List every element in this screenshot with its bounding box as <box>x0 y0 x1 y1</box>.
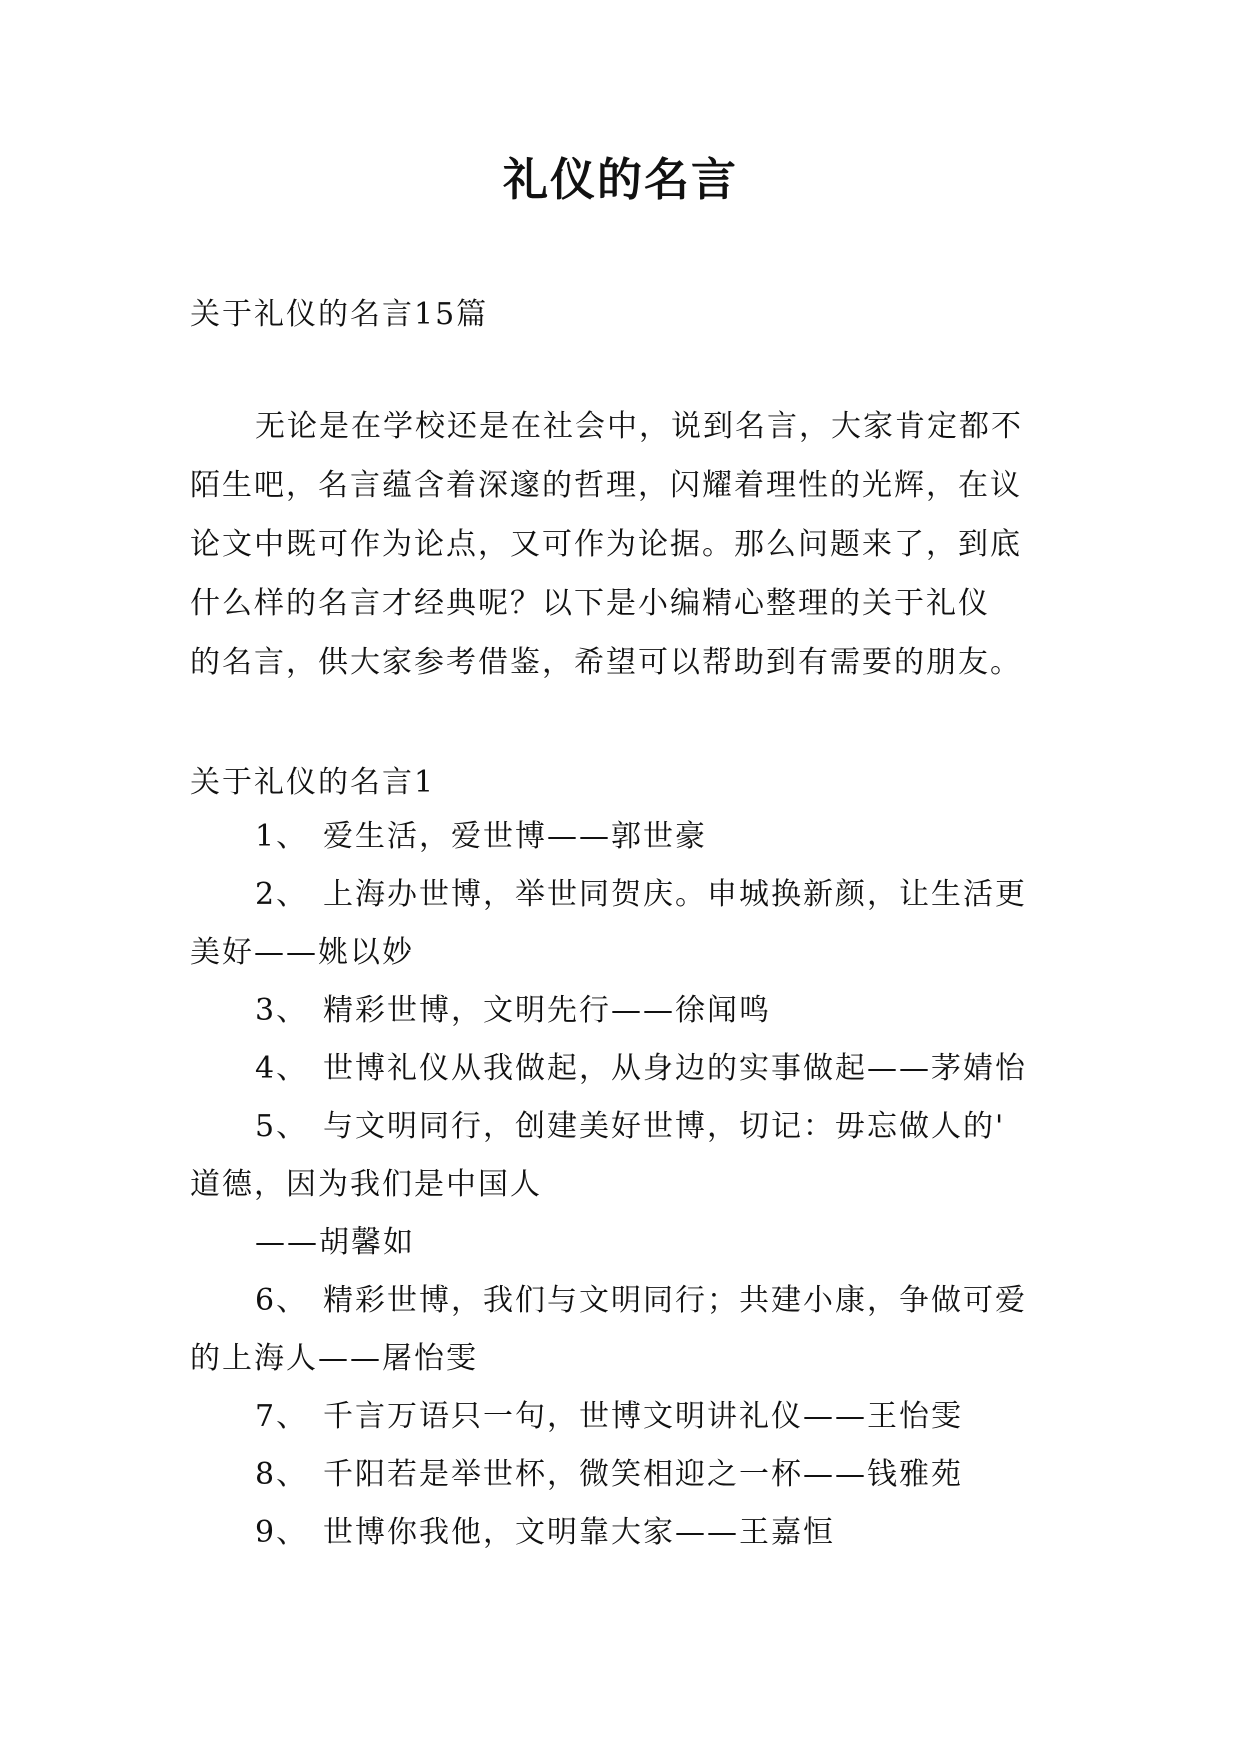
quote-item <box>190 866 1070 924</box>
quote-text: 与文明同行，创建美好世博，切记：毋忘做人的' <box>323 1109 1006 1144</box>
quote-text: 世博你我他，文明靠大家——王嘉恒 <box>323 1515 835 1550</box>
quote-number: 9、 <box>255 1515 309 1550</box>
intro-line: 无论是在学校还是在社会中，说到名言，大家肯定都不 <box>255 409 1023 444</box>
document-subtitle: 关于礼仪的名言15篇 <box>190 297 489 332</box>
quote-continuation: 美好——姚以妙 <box>190 935 414 970</box>
quote-number: 6、 <box>255 1283 309 1318</box>
quote-continuation: 的上海人——屠怡雯 <box>190 1341 478 1376</box>
quote-number: 2、 <box>255 877 309 912</box>
section-heading: 关于礼仪的名言1 <box>190 765 436 800</box>
intro-paragraph <box>190 397 1070 692</box>
intro-line: 陌生吧，名言蕴含着深邃的哲理，闪耀着理性的光辉，在议 <box>190 468 1022 503</box>
quote-item <box>190 1098 1070 1156</box>
intro-line: 论文中既可作为论点，又可作为论据。那么问题来了，到底 <box>190 527 1022 562</box>
quote-text: 精彩世博，我们与文明同行；共建小康，争做可爱 <box>323 1283 1027 1318</box>
quote-number: 8、 <box>255 1457 309 1492</box>
quote-item <box>190 808 1070 866</box>
quote-attribution: ——胡馨如 <box>255 1225 415 1260</box>
quote-text: 千阳若是举世杯，微笑相迎之一杯——钱雅苑 <box>323 1457 963 1492</box>
quote-number: 1、 <box>255 819 309 854</box>
quote-number: 3、 <box>255 993 309 1028</box>
intro-line: 什么样的名言才经典呢？以下是小编精心整理的关于礼仪 <box>190 586 990 621</box>
quote-text: 爱生活，爱世博——郭世豪 <box>323 819 707 854</box>
document-title: 礼仪的名言 <box>502 153 738 206</box>
quote-text: 精彩世博，文明先行——徐闻鸣 <box>323 993 771 1028</box>
quote-item <box>190 1040 1070 1098</box>
quote-item <box>190 1446 1070 1504</box>
quote-text: 世博礼仪从我做起，从身边的实事做起——茅婧怡 <box>323 1051 1027 1086</box>
quote-number: 5、 <box>255 1109 309 1144</box>
quote-number: 7、 <box>255 1399 309 1434</box>
quote-continuation: 道德，因为我们是中国人 <box>190 1167 542 1202</box>
quote-item <box>190 1388 1070 1446</box>
quote-number: 4、 <box>255 1051 309 1086</box>
quote-item <box>190 1504 1070 1562</box>
quote-item <box>190 1272 1070 1330</box>
quote-item <box>190 982 1070 1040</box>
quote-text: 千言万语只一句，世博文明讲礼仪——王怡雯 <box>323 1399 963 1434</box>
quote-list <box>190 808 1070 1562</box>
quote-text: 上海办世博，举世同贺庆。申城换新颜，让生活更 <box>323 877 1027 912</box>
intro-line: 的名言，供大家参考借鉴，希望可以帮助到有需要的朋友。 <box>190 645 1022 680</box>
